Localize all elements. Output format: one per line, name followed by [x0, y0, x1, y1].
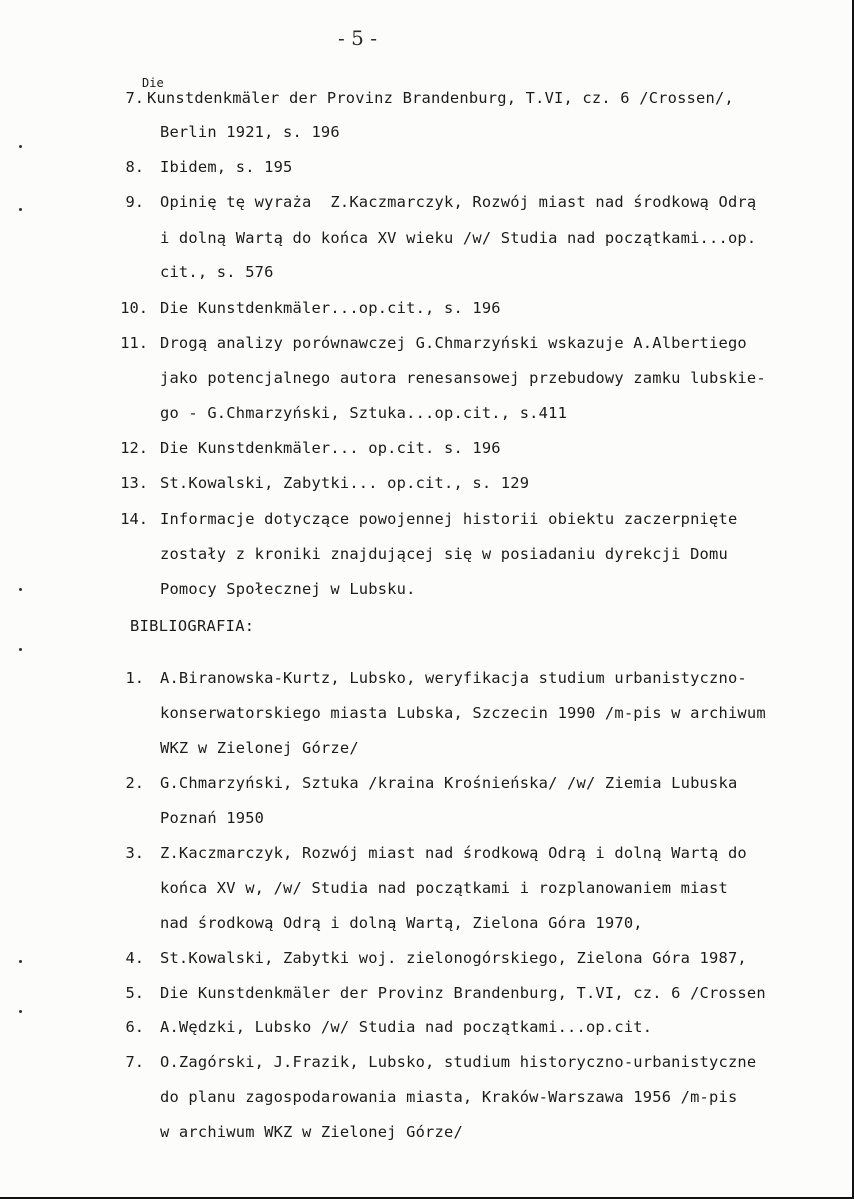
page-number: - 5 - [338, 26, 377, 50]
note-line: Kunstdenkmäler der Provinz Brandenburg, T.VI, cz. 6 /Crossen/, [147, 89, 734, 107]
bibliography-line: G.Chmarzyński, Sztuka /kraina Krośnieńska/ /w/ Ziemia Lubuska [160, 774, 738, 792]
margin-mark [19, 588, 22, 591]
note-number: 7. [125, 89, 144, 107]
bibliography-line: końca XV w, /w/ Studia nad początkami i rozplanowaniem miast [160, 879, 728, 897]
bibliography-line: WKZ w Zielonej Górze/ [160, 739, 359, 757]
note-line: Berlin 1921, s. 196 [160, 123, 340, 141]
note-number: 13. [120, 474, 148, 492]
note-line: Die Kunstdenkmäler... op.cit. s. 196 [160, 439, 501, 457]
bibliography-line: A.Wędzki, Lubsko /w/ Studia nad początkami...op.cit. [160, 1018, 653, 1036]
margin-mark [19, 208, 22, 211]
note-number: 10. [120, 299, 148, 317]
bibliography-number: 2. [125, 774, 144, 792]
note-number: 14. [120, 510, 148, 528]
note-line: Die Kunstdenkmäler...op.cit., s. 196 [160, 299, 501, 317]
note-line: Drogą analizy porównawczej G.Chmarzyński wskazuje A.Albertiego [160, 334, 747, 352]
note-superscript: Die [142, 76, 164, 90]
margin-mark [19, 648, 22, 651]
margin-mark [19, 145, 22, 148]
bibliography-number: 3. [125, 844, 144, 862]
note-number: 11. [120, 334, 148, 352]
bibliography-line: St.Kowalski, Zabytki woj. zielonogórskiego, Zielona Góra 1987, [160, 949, 747, 967]
bibliography-number: 4. [125, 949, 144, 967]
bibliography-number: 6. [125, 1018, 144, 1036]
bibliography-heading: BIBLIOGRAFIA: [130, 617, 255, 635]
bibliography-line: A.Biranowska-Kurtz, Lubsko, weryfikacja studium urbanistyczno- [160, 669, 747, 687]
bibliography-line: O.Zagórski, J.Frazik, Lubsko, studium historyczno-urbanistyczne [160, 1053, 757, 1071]
bibliography-line: Poznań 1950 [160, 809, 265, 827]
note-line: Opinię tę wyraża Z.Kaczmarczyk, Rozwój miast nad środkową Odrą [160, 193, 757, 211]
note-line: Pomocy Społecznej w Lubsku. [160, 580, 416, 598]
note-line: Ibidem, s. 195 [160, 158, 293, 176]
note-number: 9. [125, 193, 144, 211]
bibliography-number: 7. [125, 1053, 144, 1071]
note-line: jako potencjalnego autora renesansowej przebudowy zamku lubskie- [160, 369, 766, 387]
note-line: St.Kowalski, Zabytki... op.cit., s. 129 [160, 474, 530, 492]
bibliography-line: w archiwum WKZ w Zielonej Górze/ [160, 1123, 463, 1141]
note-line: zostały z kroniki znajdującej się w posiadaniu dyrekcji Domu [160, 545, 728, 563]
bibliography-line: do planu zagospodarowania miasta, Kraków-Warszawa 1956 /m-pis [160, 1088, 738, 1106]
note-number: 8. [125, 158, 144, 176]
bibliography-line: Die Kunstdenkmäler der Provinz Brandenburg, T.VI, cz. 6 /Crossen [160, 984, 766, 1002]
note-number: 12. [120, 439, 148, 457]
bibliography-line: nad środkową Odrą i dolną Wartą, Zielona Góra 1970, [160, 914, 643, 932]
bibliography-line: Z.Kaczmarczyk, Rozwój miast nad środkową Odrą i dolną Wartą do [160, 844, 747, 862]
bibliography-number: 5. [125, 984, 144, 1002]
bibliography-line: konserwatorskiego miasta Lubska, Szczecin 1990 /m-pis w archiwum [160, 704, 766, 722]
note-line: go - G.Chmarzyński, Sztuka...op.cit., s.411 [160, 404, 568, 422]
note-line: i dolną Wartą do końca XV wieku /w/ Studia nad początkami...op. [160, 229, 757, 247]
margin-mark [19, 960, 22, 963]
bibliography-number: 1. [125, 669, 144, 687]
note-line: Informacje dotyczące powojennej historii obiektu zaczerpnięte [160, 510, 738, 528]
margin-mark [19, 1010, 22, 1013]
note-line: cit., s. 576 [160, 263, 274, 281]
